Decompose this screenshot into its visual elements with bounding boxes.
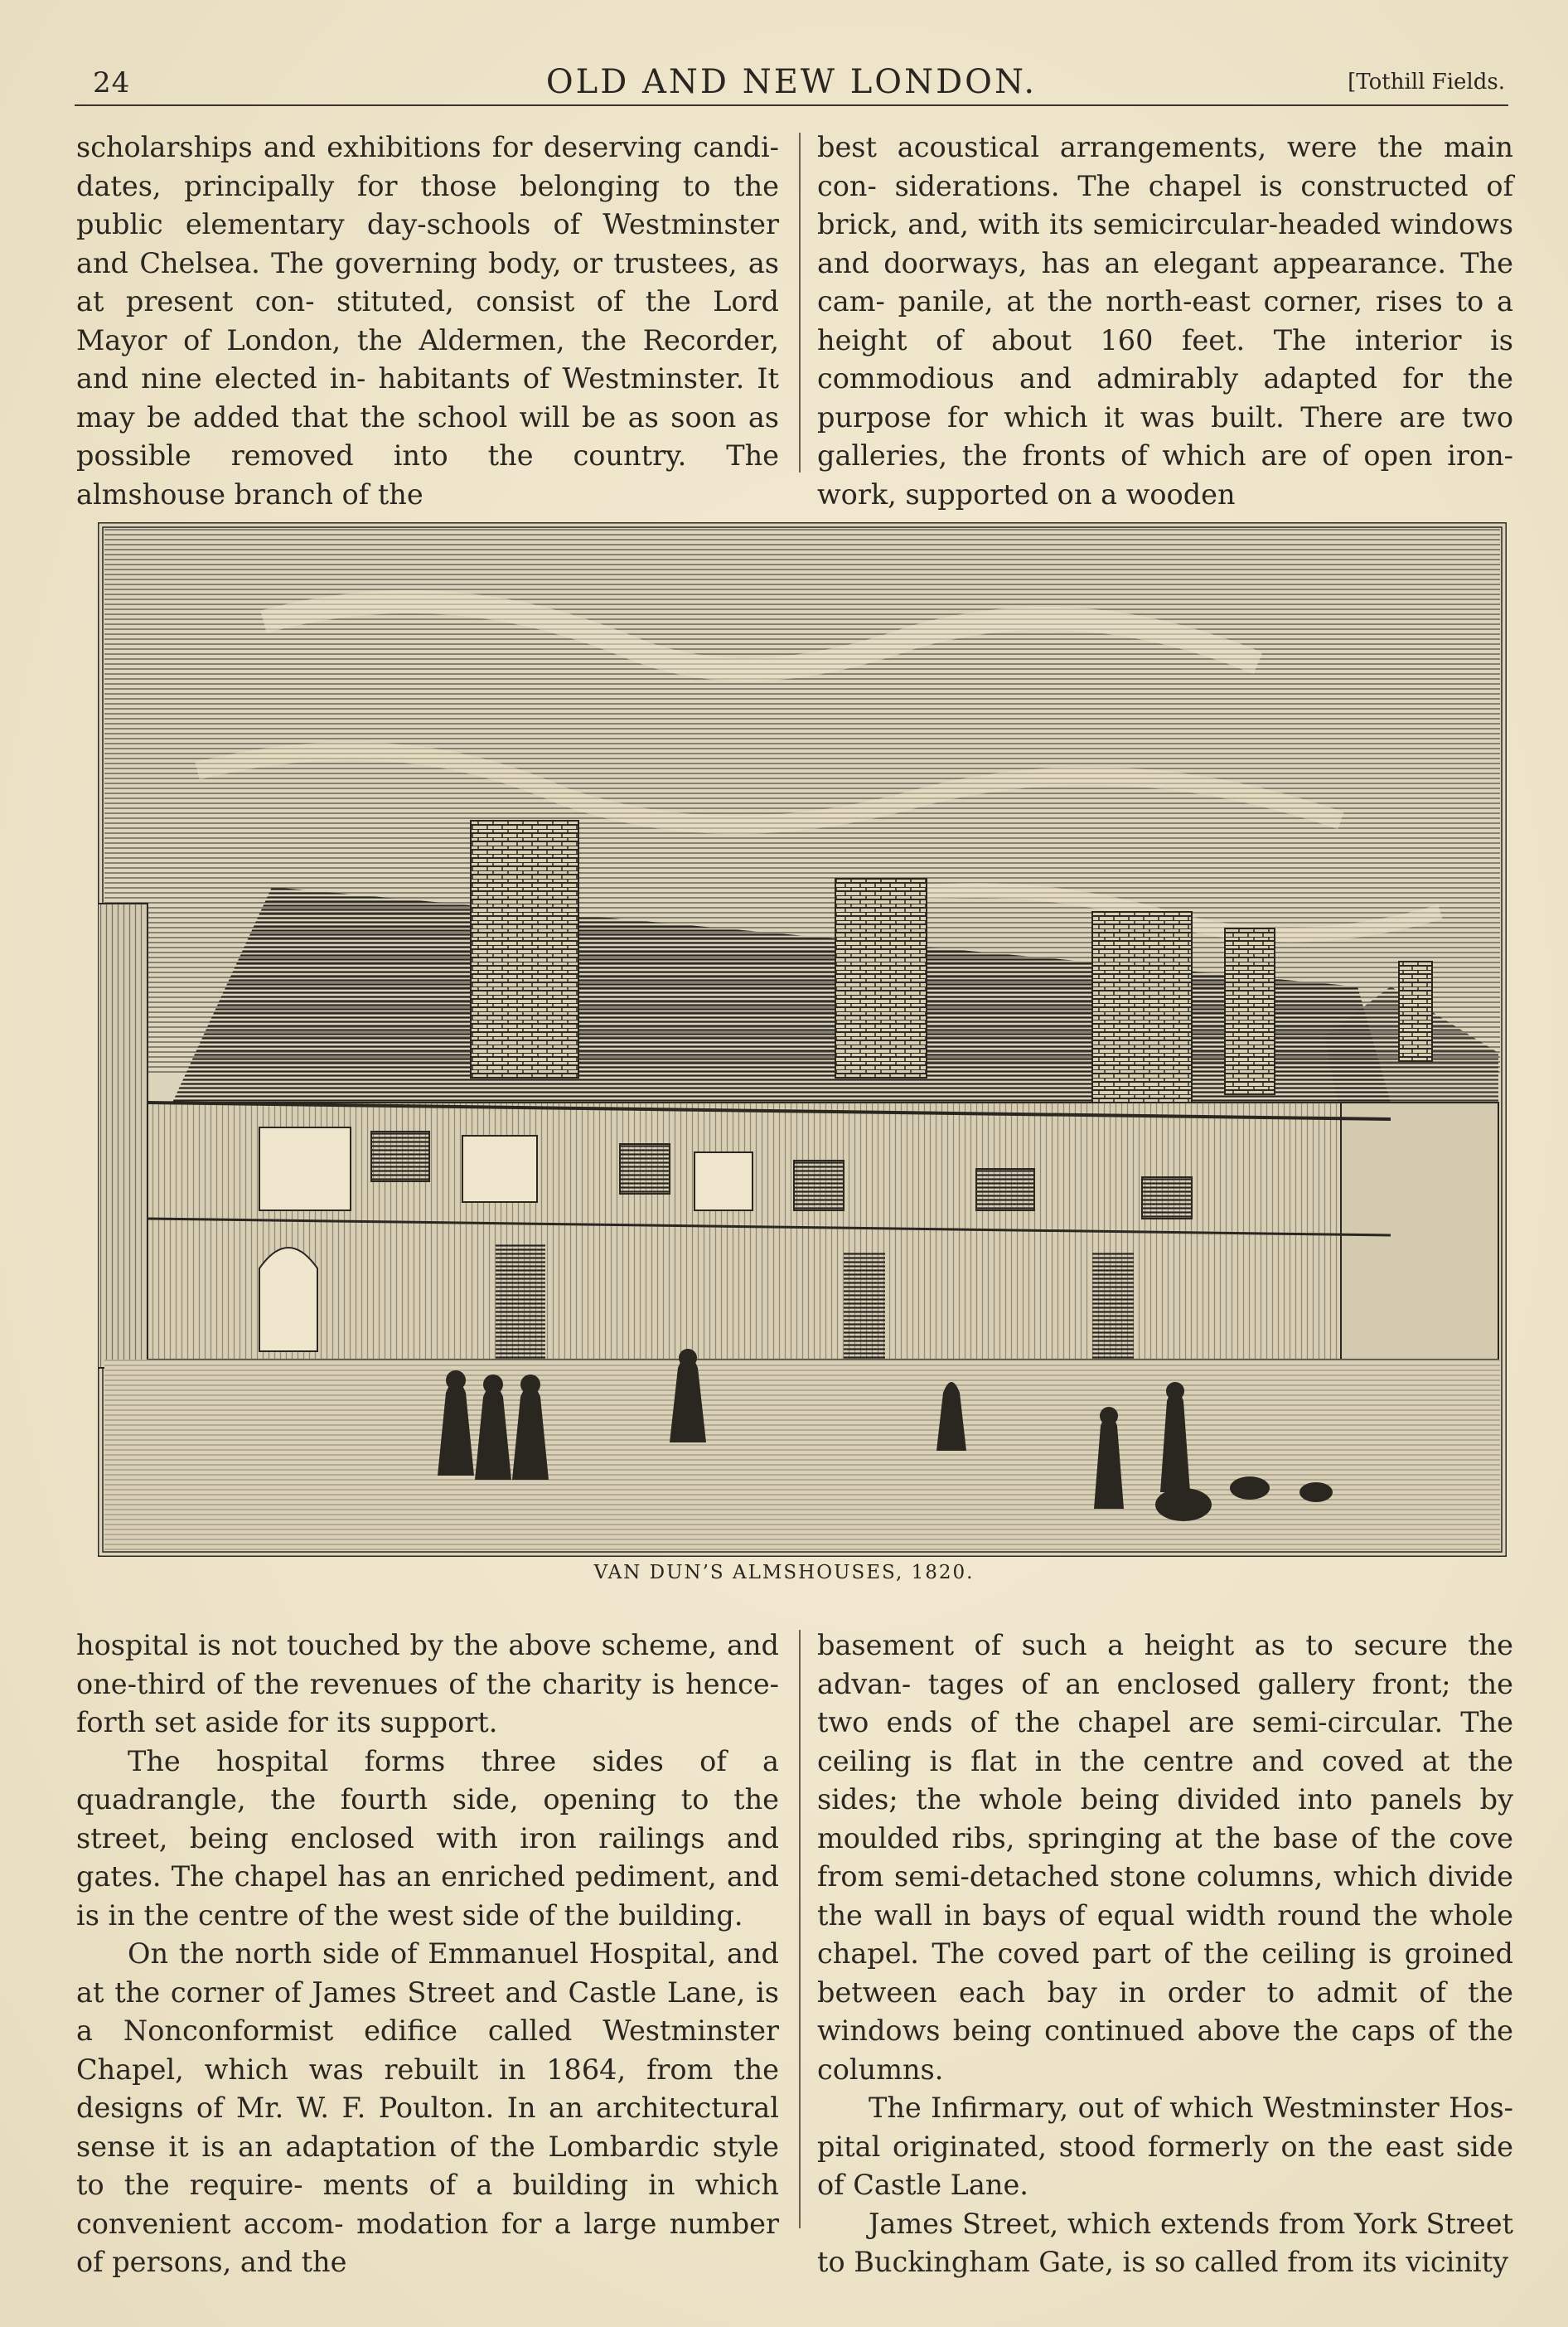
section-name: [Tothill Fields. — [1348, 70, 1505, 95]
paragraph: The hospital forms three sides of a quadrangle, the fourth side, opening to the street, being enclosed with iron railings and gates. The chapel has an enriched pediment, and is in the centre of the west side of the building. — [76, 1744, 779, 1932]
bottom-left-column — [76, 1626, 779, 2282]
top-left-column — [76, 128, 779, 514]
paragraph: basement of such a height as to secure the advan- tages of an enclosed gallery front; the two ends of the chapel are semi-circular. The ceiling is flat in the centre and coved at the sides; the whole being divided into panels by moulded ribs, springing at the base of the cove from semi-detached stone columns, which divide the wall in bays of equal width round the whole chapel. The coved part of the ceiling is groined between each bay in order to admit of the windows being continued above the caps of the columns. — [817, 1629, 1513, 2086]
paragraph: On the north side of Emmanuel Hospital, and at the corner of James Street and Castle Lane, is a Nonconformist edifice called Westminster Chapel, which was rebuilt in 1864, from the designs of Mr. W. F. Poulton. In an architectural sense it is an adaptation of the Lombardic style to the require- ments of a building in which convenient accom- modation for a large number of persons, and the — [76, 1937, 779, 2278]
header-rule — [75, 104, 1508, 106]
top-right-column — [817, 128, 1513, 514]
paragraph: The Infirmary, out of which Westminster Hos- pital originated, stood formerly on the east side of Castle Lane. — [817, 2092, 1513, 2201]
paragraph: best acoustical arrangements, were the main con- siderations. The chapel is constructed of brick, and, with its semicircular-headed windows and doorways, has an elegant appearance. The cam- panile, at the north-east corner, rises to a height of about 160 feet. The interior is commodious and admirably adapted for the purpose for which it was built. There are two galleries, the fronts of which are of open iron-work, supported on a wooden — [817, 131, 1513, 511]
engraving-illustration — [98, 522, 1507, 1557]
paragraph: hospital is not touched by the above scheme, and one-third of the revenues of the charity is hence- forth set aside for its support. — [76, 1629, 779, 1738]
column-divider-top — [799, 133, 801, 473]
column-divider-bottom — [799, 1630, 801, 2228]
paragraph: James Street, which extends from York Street to Buckingham Gate, is so called from its vicinity — [817, 2207, 1513, 2278]
page-number: 24 — [93, 66, 131, 99]
bottom-right-column — [817, 1626, 1513, 2282]
running-title: OLD AND NEW LONDON. — [545, 63, 1038, 101]
running-header — [75, 60, 1508, 109]
figure-caption: VAN DUN’S ALMSHOUSES, 1820. — [593, 1562, 975, 1583]
paragraph: scholarships and exhibitions for deserving candi- dates, principally for those belonging to the public elementary day-schools of Westminster and Chelsea. The governing body, or trustees, as at present con- stituted, consist of the Lord Mayor of London, the Aldermen, the Recorder, and nine elected in- habitants of Westminster. It may be added that the school will be as soon as possible removed into the country. The almshouse branch of the — [76, 131, 779, 511]
